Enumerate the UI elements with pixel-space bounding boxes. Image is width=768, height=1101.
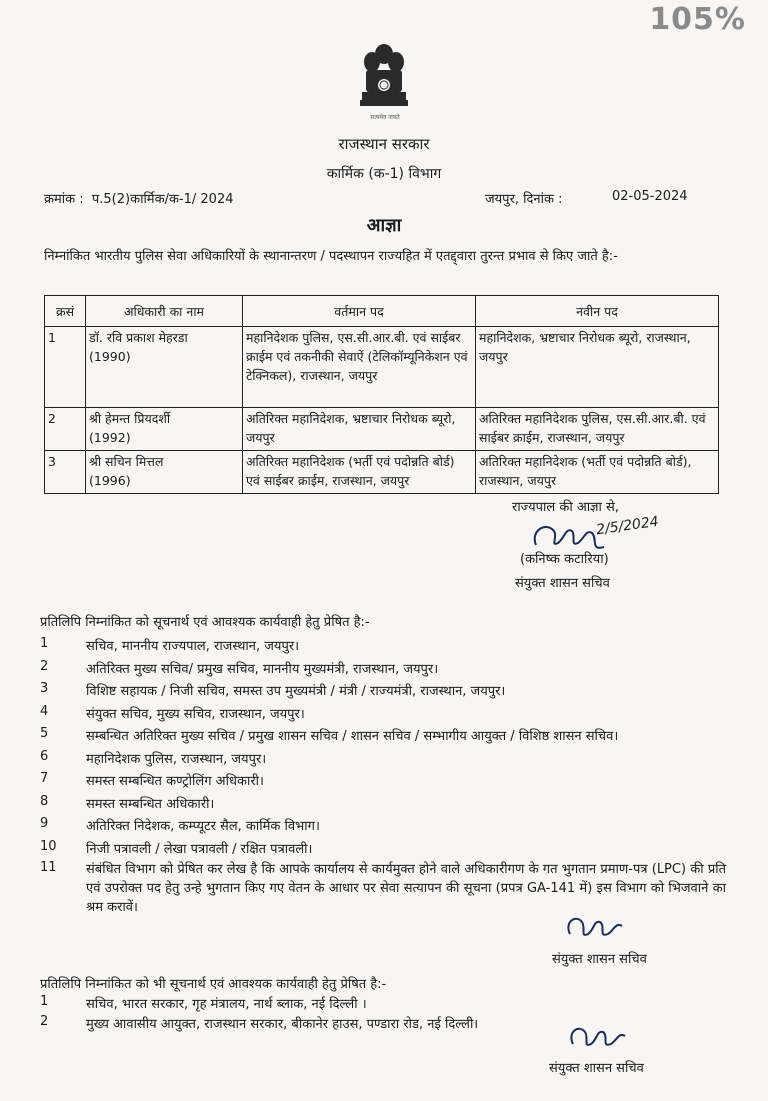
copy-to-intro: प्रतिलिपि निम्नांकित को सूचनार्थ एवं आवश्यक कार्यवाही हेतु प्रेषित है:- xyxy=(40,615,370,630)
item-text: समस्त सम्बन्धित अधिकारी। xyxy=(86,796,215,812)
date-label: जयपुर, दिनांक : xyxy=(485,192,563,207)
department-name: कार्मिक (क-1) विभाग xyxy=(326,166,442,182)
item-number: 1 xyxy=(40,636,49,651)
row-new-post: अतिरिक्त महानिदेशक पुलिस, एस.सी.आर.बी. एवं साईबर क्राईम, राजस्थान, जयपुर xyxy=(476,408,719,451)
item-number: 5 xyxy=(40,726,49,741)
row-sno: 1 xyxy=(45,327,86,408)
table-row xyxy=(45,451,719,494)
row-current-post: अतिरिक्त महानिदेशक (भर्ती एवं पदोन्नति बोर्ड) एवं साईबर क्राईम, राजस्थान, जयपुर xyxy=(243,451,476,494)
handwritten-date: 2/5/2024 xyxy=(595,513,660,539)
row-officer xyxy=(86,451,243,494)
item-number: 11 xyxy=(40,860,57,875)
item-text: संयुक्त सचिव, मुख्य सचिव, राजस्थान, जयपुर। xyxy=(86,706,305,722)
zoom-level-indicator: 105% xyxy=(649,2,746,37)
item-number: 9 xyxy=(40,816,49,831)
col-name-header: अधिकारी का नाम xyxy=(86,296,243,327)
item-text: अतिरिक्त निदेशक, कम्प्यूटर सैल, कार्मिक विभाग। xyxy=(86,819,320,834)
row-new-post: महानिदेशक, भ्रष्टाचार निरोधक ब्यूरो, राजस्थान, जयपुर xyxy=(476,327,719,408)
order-intro: निम्नांकित भारतीय पुलिस सेवा अधिकारियों के स्थानान्तरण / पदस्थापन राज्यहित में एतद्द्वारा तुरन्त प्रभाव से किए जाते है:- xyxy=(44,249,618,264)
order-number-value: प.5(2)कार्मिक/क-1/ 2024 xyxy=(91,192,234,207)
officer-name: श्री सचिन मित्तल xyxy=(89,454,164,469)
signatory-designation: संयुक्त शासन सचिव xyxy=(515,576,610,591)
row-officer xyxy=(86,327,243,408)
item-text: निजी पत्रावली / लेखा पत्रावली / रक्षित पत्रावली। xyxy=(86,841,313,857)
officer-batch: (1990) xyxy=(89,349,131,364)
row-sno: 3 xyxy=(45,451,86,494)
row-new-post: अतिरिक्त महानिदेशक (भर्ती एवं पदोन्नति बोर्ड), राजस्थान, जयपुर xyxy=(476,451,719,494)
officer-batch: (1996) xyxy=(89,473,131,488)
item-text: संबंधित विभाग को प्रेषित कर लेख है कि आपके कार्यालय से कार्यमुक्त होने वाले अधिकारीगण के गत भुगतान प्रमाण-पत्र (LPC) की प्रति एवं उपरोक्त पद हेतु उन्हे भुगतान किए गए वेतन के आधार पर सेवा सत्यापन की सूचना (प्रपत्र GA-141 में) इस विभाग को भिजवाने का श्रम करावें। xyxy=(86,862,726,915)
state-emblem-icon xyxy=(356,40,412,118)
signature-mark xyxy=(562,910,632,946)
col-sno-header: क्रसं xyxy=(45,296,86,327)
item-number: 3 xyxy=(40,681,49,696)
transfer-table xyxy=(44,295,719,494)
table-row xyxy=(45,327,719,408)
government-name: राजस्थान सरकार xyxy=(338,135,430,153)
row-current-post: महानिदेशक पुलिस, एस.सी.आर.बी. एवं साईबर क्राईम एवं तकनीकी सेवाऐं (टेलिकॉम्यूनिकेशन एवं टेक्निकल), राजस्थान, जयपुर xyxy=(243,327,476,408)
copy-to-intro: प्रतिलिपि निम्नांकित को भी सूचनार्थ एवं आवश्यक कार्यवाही हेतु प्रेषित है:- xyxy=(40,977,387,992)
by-order-text: राज्यपाल की आज्ञा से, xyxy=(512,500,619,515)
officer-batch: (1992) xyxy=(89,430,131,445)
item-number: 2 xyxy=(40,1014,49,1029)
order-title: आज्ञा xyxy=(366,215,402,236)
col-new-post-header: नवीन पद xyxy=(476,296,719,327)
col-current-post-header: वर्तमान पद xyxy=(243,296,476,327)
order-number xyxy=(44,189,234,207)
item-text: सचिव, भारत सरकार, गृह मंत्रालय, नार्थ ब्लाक, नई दिल्ली । xyxy=(86,997,367,1012)
row-officer xyxy=(86,408,243,451)
item-number: 10 xyxy=(40,838,57,854)
order-number-label: क्रमांक : xyxy=(44,192,84,207)
item-text: सम्बन्धित अतिरिक्त मुख्य सचिव / प्रमुख शासन सचिव / शासन सचिव / सम्भागीय आयुक्त / विशिष्ठ शासन सचिव। xyxy=(86,729,619,744)
signatory-name: (कनिष्क कटारिया) xyxy=(520,552,609,567)
item-text: विशिष्ट सहायक / निजी सचिव, समस्त उप मुख्यमंत्री / मंत्री / राज्यमंत्री, राजस्थान, जयपुर। xyxy=(86,684,506,699)
item-text: समस्त सम्बन्धित कण्ट्रोलिंग अधिकारी। xyxy=(86,774,264,789)
item-number: 8 xyxy=(40,793,49,809)
item-number: 7 xyxy=(40,771,49,786)
table-header-row xyxy=(45,296,719,327)
officer-name: श्री हेमन्त प्रियदर्शी xyxy=(89,411,171,426)
item-number: 1 xyxy=(40,994,49,1009)
item-text: मुख्य आवासीय आयुक्त, राजस्थान सरकार, बीकानेर हाउस, पण्डारा रोड, नई दिल्ली। xyxy=(86,1017,479,1032)
row-sno: 2 xyxy=(45,408,86,451)
item-number: 2 xyxy=(40,658,49,674)
signature-mark xyxy=(565,1020,635,1056)
item-text: महानिदेशक पुलिस, राजस्थान, जयपुर। xyxy=(86,751,267,767)
item-number: 4 xyxy=(40,703,49,719)
date-value: 02-05-2024 xyxy=(612,189,688,204)
item-text: अतिरिक्त मुख्य सचिव/ प्रमुख सचिव, माननीय मुख्यमंत्री, राजस्थान, जयपुर। xyxy=(86,661,439,677)
item-text: सचिव, माननीय राज्यपाल, राजस्थान, जयपुर। xyxy=(86,639,300,654)
signatory-designation: संयुक्त शासन सचिव xyxy=(549,1061,644,1076)
officer-name: डॉ. रवि प्रकाश मेहरडा xyxy=(89,330,188,345)
emblem-motto: सत्यमेव जयते xyxy=(370,114,400,121)
item-number: 6 xyxy=(40,748,49,764)
signatory-designation: संयुक्त शासन सचिव xyxy=(552,952,647,967)
row-current-post: अतिरिक्त महानिदेशक, भ्रष्टाचार निरोधक ब्यूरो, जयपुर xyxy=(243,408,476,451)
table-row xyxy=(45,408,719,451)
